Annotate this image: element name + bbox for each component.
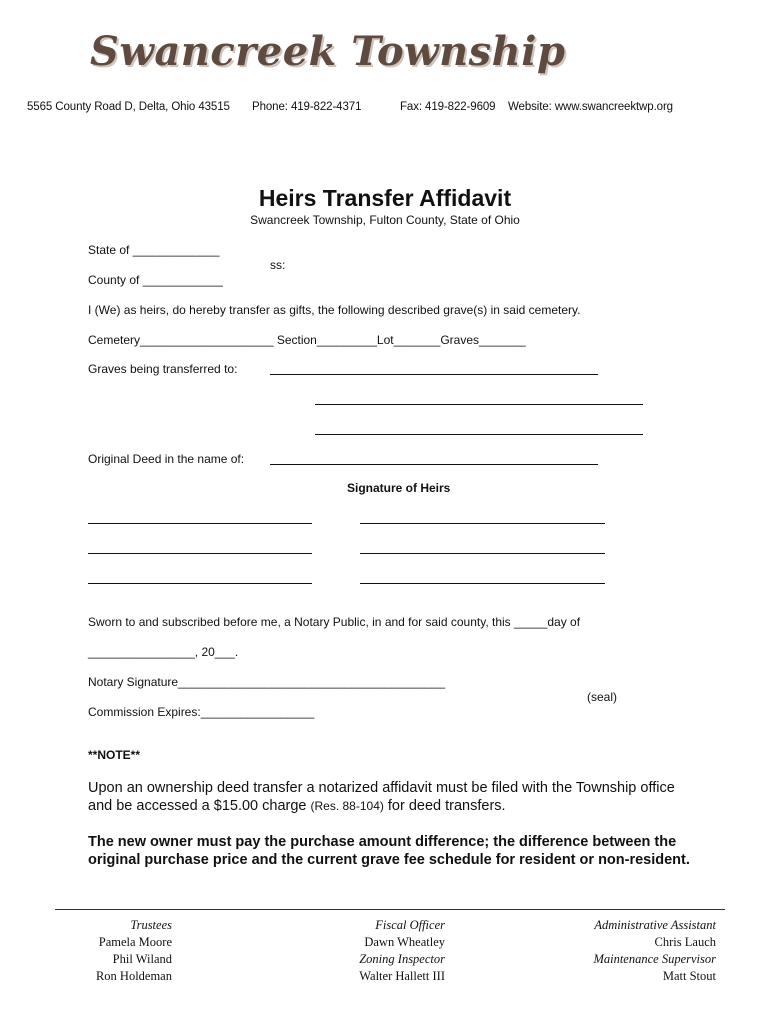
maintenance-supervisor-name: Matt Stout: [662, 969, 716, 983]
note-line-2-text: and be accessed a $15.00 charge: [88, 798, 311, 814]
note-line-1: Upon an ownership deed transfer a notarized affidavit must be filed with the Township office: [88, 780, 675, 796]
ss-label: ss:: [270, 258, 286, 272]
heir-signature-line[interactable]: [88, 583, 312, 584]
signature-heading: Signature of Heirs: [347, 481, 451, 495]
trustees-title: Trustees: [130, 918, 172, 932]
note-heading: **NOTE**: [88, 748, 141, 762]
trustee-name: Ron Holdeman: [95, 969, 172, 983]
note-bold-line-1: The new owner must pay the purchase amount difference; the difference between the: [88, 834, 677, 850]
notary-signature-field[interactable]: Notary Signature________________________________________: [88, 675, 445, 689]
date-field[interactable]: ________________, 20___.: [88, 645, 239, 659]
county-of-field[interactable]: County of ____________: [88, 273, 223, 287]
original-deed-line[interactable]: [270, 464, 598, 465]
transferred-to-line-1[interactable]: [270, 374, 598, 375]
page-title: Heirs Transfer Affidavit: [258, 185, 512, 211]
header-website: Website: www.swancreektwp.org: [508, 101, 673, 113]
header-fax: Fax: 419-822-9609: [400, 101, 496, 113]
resolution-number: (Res. 88-104): [310, 799, 384, 813]
township-logo: Swancreek Township: [90, 28, 566, 75]
trustee-name: Pamela Moore: [98, 935, 172, 949]
cemetery-section-lot-graves-field[interactable]: Cemetery____________________ Section_________Lot_______Graves_______: [88, 333, 526, 347]
note-line-2-end: for deed transfers.: [383, 798, 506, 814]
note-line-2: [88, 797, 506, 815]
note-bold-line-2: original purchase price and the current grave fee schedule for resident or non-resident.: [88, 852, 690, 868]
transferred-to-line-2[interactable]: [315, 404, 643, 405]
sworn-statement: Sworn to and subscribed before me, a Notary Public, in and for said county, this _____day of: [88, 615, 581, 629]
heir-signature-line[interactable]: [360, 523, 605, 524]
footer-divider: [55, 909, 725, 910]
state-of-field[interactable]: State of _____________: [88, 243, 220, 257]
heir-signature-line[interactable]: [360, 553, 605, 554]
commission-expires-field[interactable]: Commission Expires:_________________: [88, 705, 315, 719]
header-phone: Phone: 419-822-4371: [252, 101, 362, 113]
heir-signature-line[interactable]: [360, 583, 605, 584]
maintenance-supervisor-title: Maintenance Supervisor: [593, 952, 716, 966]
transferred-to-line-3[interactable]: [315, 434, 643, 435]
page-subtitle: Swancreek Township, Fulton County, State of Ohio: [250, 213, 520, 227]
original-deed-label: Original Deed in the name of:: [88, 452, 245, 466]
seal-label: (seal): [587, 690, 618, 704]
transfer-statement: I (We) as heirs, do hereby transfer as gifts, the following described grave(s) in said cemetery.: [88, 303, 581, 317]
transferred-to-label: Graves being transferred to:: [88, 362, 238, 376]
trustee-name: Phil Wiland: [112, 952, 172, 966]
heir-signature-line[interactable]: [88, 553, 312, 554]
zoning-inspector-title: Zoning Inspector: [359, 952, 445, 966]
admin-assistant-name: Chris Lauch: [654, 935, 716, 949]
admin-assistant-title: Administrative Assistant: [594, 918, 716, 932]
header-address: 5565 County Road D, Delta, Ohio 43515: [27, 101, 230, 113]
zoning-inspector-name: Walter Hallett III: [359, 969, 445, 983]
fiscal-officer-title: Fiscal Officer: [375, 918, 445, 932]
fiscal-officer-name: Dawn Wheatley: [364, 935, 445, 949]
heir-signature-line[interactable]: [88, 523, 312, 524]
